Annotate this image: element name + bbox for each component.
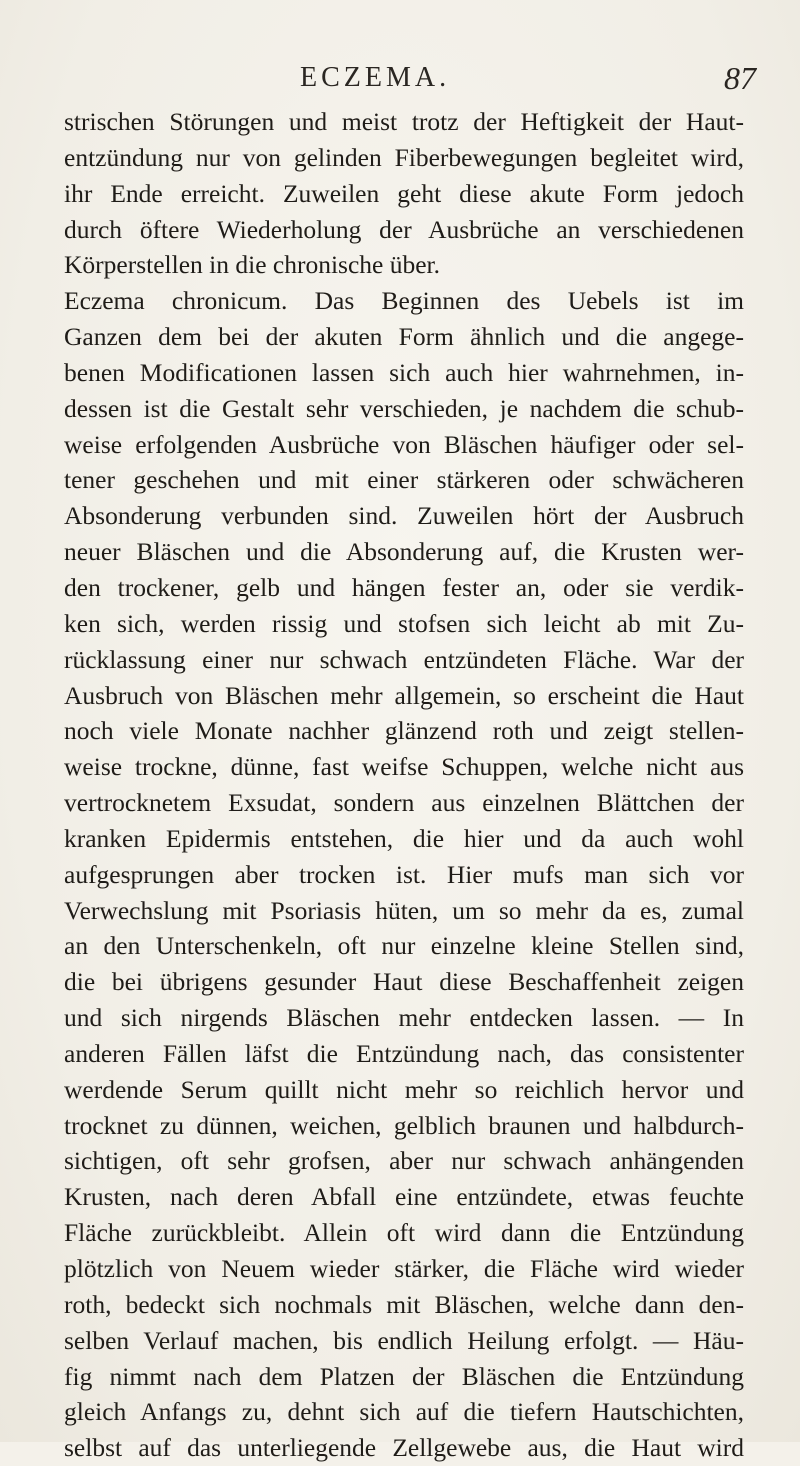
- text-line: vertrocknetem Exsudat, sondern aus einzelnen Blättchen der: [64, 788, 744, 818]
- page-header: [0, 62, 800, 102]
- text-line: Ausbruch von Bläschen mehr allgemein, so erscheint die Haut: [64, 680, 744, 710]
- text-line: kranken Epidermis entstehen, die hier und da auch wohl: [64, 823, 744, 853]
- text-line: dessen ist die Gestalt sehr verschieden, je nachdem die schub-: [64, 393, 744, 423]
- text-line: anderen Fällen läfst die Entzündung nach, das consistenter: [64, 1038, 744, 1068]
- text-line: Eczema chronicum. Das Beginnen des Uebels ist im: [64, 286, 744, 316]
- text-line: roth, bedeckt sich nochmals mit Bläschen, welche dann den-: [64, 1289, 744, 1319]
- text-line: aufgesprungen aber trocken ist. Hier mufs man sich vor: [64, 859, 744, 889]
- text-line: rücklassung einer nur schwach entzündeten Fläche. War der: [64, 644, 744, 674]
- text-line: Körperstellen in die chronische über.: [64, 250, 441, 280]
- text-line: ihr Ende erreicht. Zuweilen geht diese akute Form jedoch: [64, 178, 744, 208]
- text-line: selbst auf das unterliegende Zellgewebe aus, die Haut wird: [64, 1433, 744, 1463]
- text-line: den trockener, gelb und hängen fester an, oder sie verdik-: [64, 572, 744, 602]
- text-line: Verwechslung mit Psoriasis hüten, um so mehr da es, zumal: [64, 895, 744, 925]
- text-line: ken sich, werden rissig und stofsen sich leicht ab mit Zu-: [64, 608, 744, 638]
- text-line: Ganzen dem bei der akuten Form ähnlich und die angege-: [64, 322, 744, 352]
- text-line: an den Unterschenkeln, oft nur einzelne kleine Stellen sind,: [64, 931, 744, 961]
- body-text: [64, 104, 744, 1466]
- text-line: weise erfolgenden Ausbrüche von Bläschen häufiger oder sel-: [64, 429, 744, 459]
- text-line: Krusten, nach deren Abfall eine entzündete, etwas feuchte: [64, 1182, 744, 1212]
- text-line: und sich nirgends Bläschen mehr entdecken lassen. — In: [64, 1003, 744, 1033]
- text-line: tener geschehen und mit einer stärkeren oder schwächeren: [64, 465, 744, 495]
- text-line: weise trockne, dünne, fast weifse Schuppen, welche nicht aus: [64, 752, 744, 782]
- text-line: trocknet zu dünnen, weichen, gelblich braunen und halbdurch-: [64, 1110, 744, 1140]
- text-line: plötzlich von Neuem wieder stärker, die Fläche wird wieder: [64, 1254, 744, 1283]
- text-line: Fläche zurückbleibt. Allein oft wird dann die Entzündung: [64, 1218, 744, 1248]
- text-line: fig nimmt nach dem Platzen der Bläschen die Entzündung: [64, 1361, 744, 1391]
- text-line: durch öftere Wiederholung der Ausbrüche an verschiedenen: [64, 214, 744, 244]
- text-line: die bei übrigens gesunder Haut diese Beschaffenheit zeigen: [64, 967, 744, 997]
- text-line: gleich Anfangs zu, dehnt sich auf die tiefern Hautschichten,: [64, 1397, 744, 1427]
- text-line: Absonderung verbunden sind. Zuweilen hört der Ausbruch: [64, 501, 744, 531]
- running-head: ECZEMA.: [300, 62, 451, 93]
- text-line: sichtigen, oft sehr grofsen, aber nur schwach anhängenden: [64, 1146, 744, 1176]
- text-line: selben Verlauf machen, bis endlich Heilung erfolgt. — Häu-: [64, 1325, 744, 1355]
- text-line: noch viele Monate nachher glänzend roth und zeigt stellen-: [64, 716, 744, 746]
- text-line: entzündung nur von gelinden Fiberbewegungen begleitet wird,: [64, 142, 744, 172]
- text-line: werdende Serum quillt nicht mehr so reichlich hervor und: [64, 1074, 744, 1104]
- text-line: strischen Störungen und meist trotz der Heftigkeit der Haut-: [64, 107, 744, 136]
- text-line: benen Modificationen lassen sich auch hier wahrnehmen, in-: [64, 357, 744, 387]
- text-line: neuer Bläschen und die Absonderung auf, die Krusten wer-: [64, 537, 744, 567]
- page-number: 87: [724, 60, 756, 96]
